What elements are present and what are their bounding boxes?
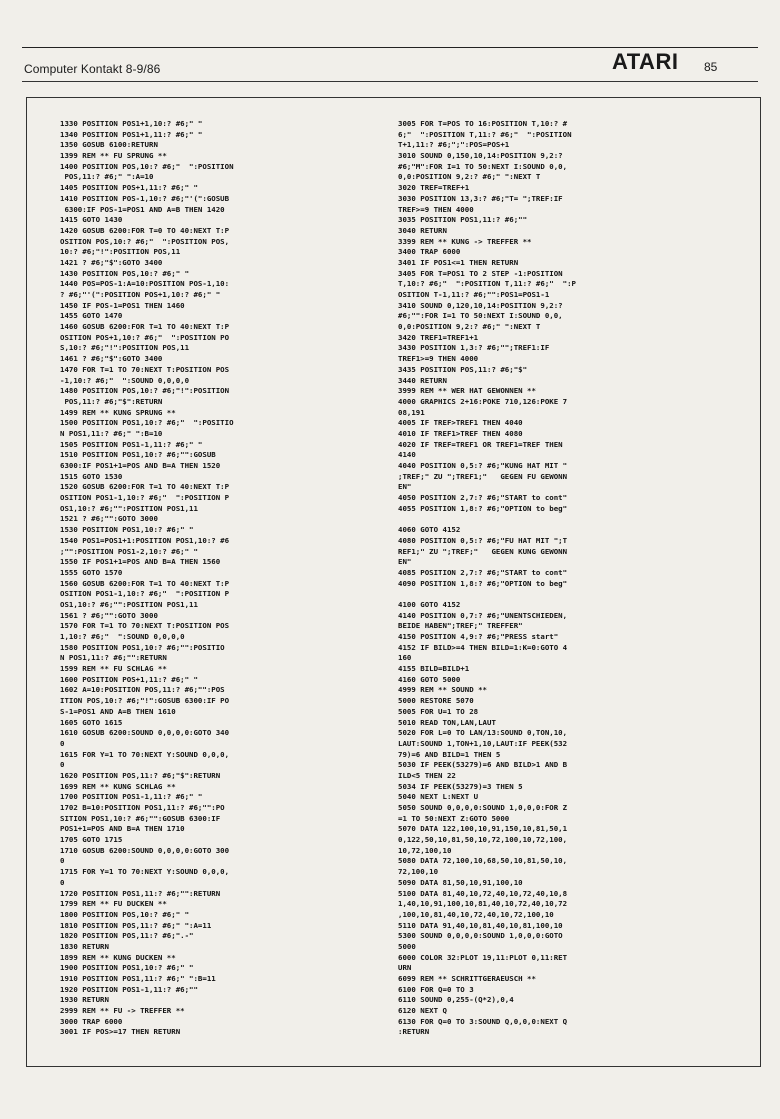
code-line: 1620 POSITION POS,11:? #6;"$":RETURN bbox=[60, 770, 221, 780]
code-line: POS,11:? #6;"$":RETURN bbox=[60, 396, 163, 406]
code-line: 6110 SOUND 0,255-(Q*2),0,4 bbox=[398, 995, 514, 1005]
code-line: 1700 POSITION POS1-1,11:? #6;" " bbox=[60, 792, 203, 802]
listing-left-column bbox=[60, 119, 385, 1038]
code-line: 1699 REM ** KUNG SCHLAG ** bbox=[60, 781, 176, 791]
code-line: S,10:? #6;"!":POSITION POS,11 bbox=[60, 343, 190, 353]
code-line: 1510 POSITION POS1,10:? #6;"":GOSUB bbox=[60, 450, 216, 460]
code-line: 1430 POSITION POS,10:? #6;" " bbox=[60, 268, 190, 278]
code-line: 1515 GOTO 1530 bbox=[60, 471, 123, 481]
code-line: 1499 REM ** KUNG SPRUNG ** bbox=[60, 407, 176, 417]
code-line: 1610 GOSUB 6200:SOUND 0,0,0,0:GOTO 340 bbox=[60, 728, 230, 738]
code-line: 1600 POSITION POS+1,11:? #6;" " bbox=[60, 674, 198, 684]
code-line: 3040 RETURN bbox=[398, 225, 447, 235]
code-line: 3435 POSITION POS,11:? #6;"$" bbox=[398, 364, 528, 374]
code-line: 3001 IF POS>=17 THEN RETURN bbox=[60, 1027, 181, 1037]
code-line: 4100 GOTO 4152 bbox=[398, 599, 461, 609]
code-line: 1410 POSITION POS-1,10:? #6;"'(":GOSUB bbox=[60, 193, 230, 203]
code-line: ,100,10,81,40,10,72,40,10,72,100,10 bbox=[398, 909, 554, 919]
code-line: 1800 POSITION POS,10:? #6;" " bbox=[60, 909, 190, 919]
code-line: 5020 FOR L=0 TO LAN/13:SOUND 0,TON,10, bbox=[398, 728, 568, 738]
code-line: 1521 ? #6;"":GOTO 3000 bbox=[60, 514, 158, 524]
code-line: 3399 REM ** KUNG -> TREFFER ** bbox=[398, 236, 532, 246]
code-line: 5000 bbox=[398, 941, 416, 951]
code-line: 1520 GOSUB 6200:FOR T=1 TO 40:NEXT T:P bbox=[60, 482, 230, 492]
code-line: OSITION T-1,11:? #6;"":POS1=POS1-1 bbox=[398, 290, 550, 299]
code-line: 5010 READ TON,LAN,LAUT bbox=[398, 717, 496, 727]
code-line: 5090 DATA 81,50,10,91,100,10 bbox=[398, 877, 523, 887]
code-line: 1405 POSITION POS+1,11:? #6;" " bbox=[60, 183, 198, 193]
code-line: 1500 POSITION POS1,10:? #6;" ":POSITIO bbox=[60, 418, 234, 428]
code-line: 2999 REM ** FU -> TREFFER ** bbox=[60, 1006, 185, 1016]
code-line: 4140 POSITION 0,7:? #6;"UNENTSCHIEDEN, bbox=[398, 610, 568, 620]
code-line: TREF>=9 THEN 4000 bbox=[398, 204, 474, 214]
code-line: 1,40,10,91,100,10,81,40,10,72,40,10,72 bbox=[398, 899, 568, 909]
code-line: 1602 A=10:POSITION POS,11:? #6;"":POS bbox=[60, 685, 225, 695]
code-line: ? #6;"'(":POSITION POS+1,10:? #6;" " bbox=[60, 290, 221, 299]
code-line: 3035 POSITION POS1,11:? #6;"" bbox=[398, 215, 528, 225]
code-line: 1810 POSITION POS,11:? #6;" ":A=11 bbox=[60, 920, 212, 930]
code-line: 5300 SOUND 0,0,0,0:SOUND 1,0,0,0:GOTO bbox=[398, 931, 563, 941]
code-line: 5100 DATA 81,40,10,72,40,10,72,40,10,8 bbox=[398, 888, 568, 898]
code-line: 6300:IF POS-1=POS1 AND A=B THEN 1420 bbox=[60, 204, 225, 214]
code-line: 3010 SOUND 0,150,10,14:POSITION 9,2:? bbox=[398, 151, 563, 161]
code-line: 1615 FOR Y=1 TO 70:NEXT Y:SOUND 0,0,0, bbox=[60, 749, 230, 759]
code-line: T+1,11:? #6;";":POS=POS+1 bbox=[398, 140, 510, 150]
code-line: 4050 POSITION 2,7:? #6;"START to cont" bbox=[398, 493, 568, 503]
code-line: 3430 POSITION 1,3:? #6;"";TREF1:IF bbox=[398, 343, 550, 353]
code-line: N POS1,11:? #6;" ":B=10 bbox=[60, 428, 163, 438]
code-line: 4005 IF TREF>TREF1 THEN 4040 bbox=[398, 418, 523, 428]
code-line: ITION POS,10:? #6;"!":GOSUB 6300:IF PO bbox=[60, 696, 230, 706]
code-line: EN" bbox=[398, 482, 412, 492]
code-line: 3440 RETURN bbox=[398, 375, 447, 385]
code-line: 0,0:POSITION 9,2:? #6;" ":NEXT T bbox=[398, 322, 541, 332]
code-line: 4155 BILD=BILD+1 bbox=[398, 664, 470, 674]
code-line: 1340 POSITION POS1+1,11:? #6;" " bbox=[60, 129, 203, 139]
code-line: 1530 POSITION POS1,10:? #6;" " bbox=[60, 525, 194, 535]
code-line: 1555 GOTO 1570 bbox=[60, 567, 123, 577]
code-line: 4150 POSITION 4,9:? #6;"PRESS start" bbox=[398, 632, 559, 641]
code-line: TREF1>=9 THEN 4000 bbox=[398, 354, 479, 364]
code-line: OSITION POS1-1,10:? #6;" ":POSITION P bbox=[60, 589, 230, 599]
code-line: 0 bbox=[60, 738, 65, 748]
code-line: 08,191 bbox=[398, 407, 425, 417]
code-line: 1720 POSITION POS1,11:? #6;"":RETURN bbox=[60, 888, 221, 898]
code-line: 1799 REM ** FU DUCKEN ** bbox=[60, 899, 167, 909]
code-line: 4060 GOTO 4152 bbox=[398, 525, 461, 535]
code-line: 1910 POSITION POS1,11:? #6;" ":B=11 bbox=[60, 974, 216, 983]
code-line: 3020 TREF=TREF+1 bbox=[398, 183, 470, 193]
code-line: 5050 SOUND 0,0,0,0:SOUND 1,0,0,0:FOR Z bbox=[398, 803, 568, 812]
code-line: 1570 FOR T=1 TO 70:NEXT T:POSITION POS bbox=[60, 621, 230, 631]
code-line: 1461 ? #6;"$":GOTO 3400 bbox=[60, 354, 163, 364]
code-line: 5040 NEXT L:NEXT U bbox=[398, 792, 479, 802]
code-line: 5030 IF PEEK(53279)=6 AND BILD>1 AND B bbox=[398, 760, 568, 770]
code-line: 5000 RESTORE 5070 bbox=[398, 696, 474, 706]
code-line: 1561 ? #6;"":GOTO 3000 bbox=[60, 610, 158, 620]
code-line: 1715 FOR Y=1 TO 70:NEXT Y:SOUND 0,0,0, bbox=[60, 867, 230, 877]
code-line: 1440 POS=POS-1:A=10:POSITION POS-1,10: bbox=[60, 279, 230, 289]
code-line: S-1=POS1 AND A=B THEN 1610 bbox=[60, 706, 176, 716]
code-line: 1540 POS1=POS1+1:POSITION POS1,10:? #6 bbox=[60, 535, 230, 545]
code-line: 1899 REM ** KUNG DUCKEN ** bbox=[60, 952, 176, 962]
code-line: 6300:IF POS1+1=POS AND B=A THEN 1520 bbox=[60, 461, 221, 470]
code-line: 1550 IF POS1+1=POS AND B=A THEN 1560 bbox=[60, 557, 221, 567]
code-line: OS1,10:? #6;"":POSITION POS1,11 bbox=[60, 503, 198, 513]
code-line: 1470 FOR T=1 TO 70:NEXT T:POSITION POS bbox=[60, 364, 230, 374]
code-line: 160 bbox=[398, 653, 412, 663]
code-line: 1920 POSITION POS1-1,11:? #6;"" bbox=[60, 984, 198, 994]
code-line: SITION POS1,10:? #6;"":GOSUB 6300:IF bbox=[60, 813, 221, 823]
listing-right-column bbox=[398, 119, 748, 1038]
code-line: OSITION POS1-1,10:? #6;" ":POSITION P bbox=[60, 493, 230, 503]
code-line: 4010 IF TREF1>TREF THEN 4080 bbox=[398, 428, 523, 438]
code-line: 1399 REM ** FU SPRUNG ** bbox=[60, 151, 167, 161]
code-line: 1450 IF POS-1=POS1 THEN 1460 bbox=[60, 300, 185, 310]
code-line: OSITION POS+1,10:? #6;" ":POSITION PO bbox=[60, 332, 230, 342]
code-line: 1605 GOTO 1615 bbox=[60, 717, 123, 727]
code-line: 1702 B=10:POSITION POS1,11:? #6;"":PO bbox=[60, 803, 225, 812]
code-line: 4140 bbox=[398, 450, 416, 460]
code-line: 1560 GOSUB 6200:FOR T=1 TO 40:NEXT T:P bbox=[60, 578, 230, 588]
code-line: 4090 POSITION 1,8:? #6;"OPTION to beg" bbox=[398, 578, 568, 588]
code-line: #6;"M":FOR I=1 TO 50:NEXT I:SOUND 0,0, bbox=[398, 161, 568, 171]
code-line: 5034 IF PEEK(53279)=3 THEN 5 bbox=[398, 781, 523, 791]
code-line: 1505 POSITION POS1-1,11:? #6;" " bbox=[60, 439, 203, 449]
code-line: 1705 GOTO 1715 bbox=[60, 835, 123, 845]
code-line: 5080 DATA 72,100,10,68,50,10,81,50,10, bbox=[398, 856, 568, 866]
code-line: 3005 FOR T=POS TO 16:POSITION T,10:? # bbox=[398, 119, 568, 128]
code-line: 5070 DATA 122,100,10,91,150,10,81,50,1 bbox=[398, 824, 568, 834]
brand-logo: ATARI bbox=[612, 49, 679, 74]
code-line: LAUT:SOUND 1,TON+1,10,LAUT:IF PEEK(532 bbox=[398, 738, 568, 748]
code-line: 4000 GRAPHICS 2+16:POKE 710,126:POKE 7 bbox=[398, 396, 568, 406]
code-line: N POS1,11:? #6;"":RETURN bbox=[60, 653, 167, 663]
code-line: 4020 IF TREF=TREF1 OR TREF1=TREF THEN bbox=[398, 439, 563, 449]
code-line: ;TREF;" ZU ";TREF1;" GEGEN FU GEWONN bbox=[398, 471, 568, 481]
code-line: 6120 NEXT Q bbox=[398, 1006, 447, 1016]
code-line: 3405 FOR T=POS1 TO 2 STEP -1:POSITION bbox=[398, 268, 563, 278]
publication-title: Computer Kontakt 8-9/86 bbox=[24, 62, 161, 76]
code-line: 1330 POSITION POS1+1,10:? #6;" " bbox=[60, 119, 203, 128]
code-line: 1480 POSITION POS,10:? #6;"!":POSITION bbox=[60, 386, 230, 396]
code-line: OS1,10:? #6;"":POSITION POS1,11 bbox=[60, 599, 198, 609]
code-line: 6100 FOR Q=0 TO 3 bbox=[398, 984, 474, 994]
code-line: POS,11:? #6;" ":A=10 bbox=[60, 172, 154, 182]
code-line: 1455 GOTO 1470 bbox=[60, 311, 123, 321]
header-top-rule bbox=[22, 47, 758, 48]
code-line: 4152 IF BILD>=4 THEN BILD=1:K=0:GOTO 4 bbox=[398, 642, 568, 652]
code-line: 1415 GOTO 1430 bbox=[60, 215, 123, 225]
code-line: 6000 COLOR 32:PLOT 19,11:PLOT 0,11:RET bbox=[398, 952, 568, 962]
code-line: 1930 RETURN bbox=[60, 995, 109, 1005]
code-line: 1710 GOSUB 6200:SOUND 0,0,0,0:GOTO 300 bbox=[60, 845, 230, 855]
code-line: 1400 POSITION POS,10:? #6;" ":POSITION bbox=[60, 161, 234, 171]
code-line: 0 bbox=[60, 856, 65, 866]
page-number: 85 bbox=[704, 60, 718, 74]
code-line: 1830 RETURN bbox=[60, 941, 109, 951]
code-line: 1460 GOSUB 6200:FOR T=1 TO 40:NEXT T:P bbox=[60, 322, 230, 332]
code-line: 5005 FOR U=1 TO 28 bbox=[398, 706, 479, 716]
code-line: 1350 GOSUB 6100:RETURN bbox=[60, 140, 158, 150]
code-line: OSITION POS,10:? #6;" ":POSITION POS, bbox=[60, 236, 230, 246]
code-line: 1900 POSITION POS1,10:? #6;" " bbox=[60, 963, 194, 973]
code-line: #6;"":FOR I=1 TO 50:NEXT I:SOUND 0,0, bbox=[398, 311, 563, 321]
code-line: EN" bbox=[398, 557, 412, 567]
code-line: URN bbox=[398, 963, 412, 973]
code-line: =1 TO 50:NEXT Z:GOTO 5000 bbox=[398, 813, 510, 823]
code-line: 10:? #6;"!":POSITION POS,11 bbox=[60, 247, 181, 257]
code-line: 1580 POSITION POS1,10:? #6;"":POSITIO bbox=[60, 642, 225, 652]
code-line: 4080 POSITION 0,5:? #6;"FU HAT MIT ";T bbox=[398, 535, 568, 545]
code-line: 1421 ? #6;"$":GOTO 3400 bbox=[60, 257, 163, 267]
code-line: 5110 DATA 91,40,10,81,40,10,81,100,10 bbox=[398, 920, 563, 930]
code-line: T,10:? #6;" ":POSITION T,11:? #6;" ":P bbox=[398, 279, 576, 289]
code-line: 6099 REM ** SCHRITTGERAEUSCH ** bbox=[398, 974, 536, 983]
code-line: 3030 POSITION 13,3:? #6;"T= ";TREF:IF bbox=[398, 193, 563, 203]
code-line bbox=[398, 589, 748, 600]
code-line: 6;" ":POSITION T,11:? #6;" ":POSITION bbox=[398, 129, 572, 139]
code-line: 3410 SOUND 0,120,10,14:POSITION 9,2:? bbox=[398, 300, 563, 310]
code-line: 3420 TREF1=TREF1+1 bbox=[398, 332, 479, 342]
code-line: ILD<5 THEN 22 bbox=[398, 770, 456, 780]
code-line: 72,100,10 bbox=[398, 867, 439, 877]
code-line: ;"":POSITION POS1-2,10:? #6;" " bbox=[60, 546, 198, 556]
code-line: 4160 GOTO 5000 bbox=[398, 674, 461, 684]
code-line: 6130 FOR Q=0 TO 3:SOUND Q,0,0,0:NEXT Q bbox=[398, 1016, 568, 1026]
code-line: REF1;" ZU ";TREF;" GEGEN KUNG GEWONN bbox=[398, 546, 568, 556]
code-line: 0 bbox=[60, 877, 65, 887]
code-line: 0,0:POSITION 9,2:? #6;" ":NEXT T bbox=[398, 172, 541, 182]
code-line: :RETURN bbox=[398, 1027, 430, 1037]
code-line: 1599 REM ** FU SCHLAG ** bbox=[60, 664, 167, 674]
code-line: 1820 POSITION POS,11:? #6;".-" bbox=[60, 931, 194, 941]
code-line: -1,10:? #6;" ":SOUND 0,0,0,0 bbox=[60, 375, 190, 385]
code-line: 0,122,50,10,81,50,10,72,100,10,72,100, bbox=[398, 835, 568, 845]
code-line: 79)=6 AND BILD=1 THEN 5 bbox=[398, 749, 501, 759]
code-line: 1420 GOSUB 6200:FOR T=0 TO 40:NEXT T:P bbox=[60, 225, 230, 235]
header-bottom-rule bbox=[22, 81, 758, 82]
code-line: 4055 POSITION 1,8:? #6;"OPTION to beg" bbox=[398, 503, 568, 513]
code-line: 1,10:? #6;" ":SOUND 0,0,0,0 bbox=[60, 632, 185, 641]
code-line: 10,72,100,10 bbox=[398, 845, 452, 855]
code-line: 4040 POSITION 0,5:? #6;"KUNG HAT MIT " bbox=[398, 461, 568, 470]
code-line: POS1+1=POS AND B=A THEN 1710 bbox=[60, 824, 185, 834]
code-line bbox=[398, 514, 748, 525]
code-line: 3401 IF POS1<=1 THEN RETURN bbox=[398, 257, 519, 267]
code-line: BEIDE HABEN";TREF;" TREFFER" bbox=[398, 621, 523, 631]
code-line: 4085 POSITION 2,7:? #6;"START to cont" bbox=[398, 567, 568, 577]
code-line: 0 bbox=[60, 760, 65, 770]
code-line: 3400 TRAP 6000 bbox=[398, 247, 461, 257]
code-line: 3999 REM ** WER HAT GEWONNEN ** bbox=[398, 386, 536, 396]
code-line: 3000 TRAP 6000 bbox=[60, 1016, 123, 1026]
code-line: 4999 REM ** SOUND ** bbox=[398, 685, 487, 695]
